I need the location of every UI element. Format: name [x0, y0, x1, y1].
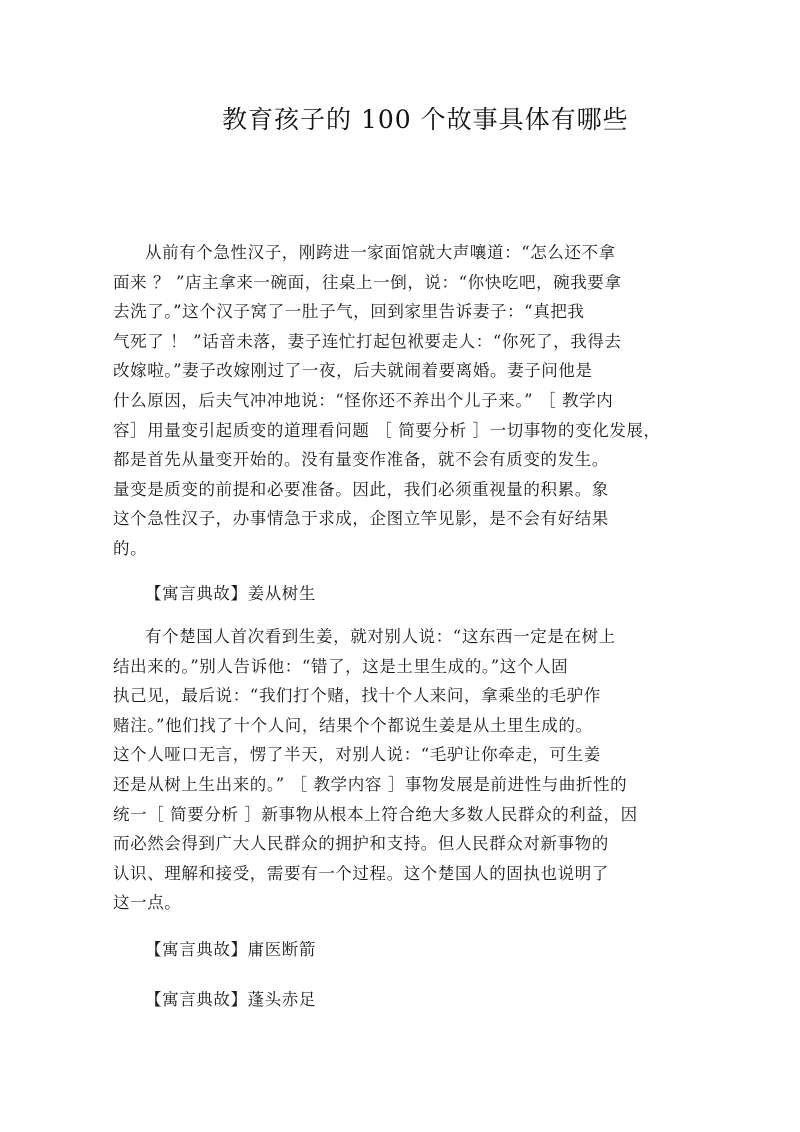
paragraph-line: 有个楚国人首次看到生姜，就对别人说：“这东西一定是在树上 [145, 627, 616, 646]
paragraph-impatient-man [113, 238, 661, 564]
paragraph-line: 这一点。 [113, 893, 182, 913]
section-heading-quack-doctor: 【寓言典故】庸医断箭 [145, 940, 316, 959]
paragraph-ginger [113, 622, 653, 918]
paragraph-line: 的。 [113, 538, 148, 558]
paragraph-line: 去洗了。”这个汉子窝了一肚子气，回到家里告诉妻子：“真把我 [113, 302, 585, 322]
section-heading-barefoot: 【寓言典故】蓬头赤足 [145, 990, 316, 1009]
paragraph-line: 执己见，最后说：“我们打个赌，找十个人来问，拿乘坐的毛驴作 [113, 686, 601, 706]
document-title: 教育孩子的 100 个故事具体有哪些 [222, 105, 629, 134]
paragraph-line: 什么原因，后夫气冲冲地说：“怪你还不养出个儿子来。” ［ 教学内 [113, 390, 614, 410]
paragraph-line: 量变是质变的前提和必要准备。因此，我们必须重视量的积累。象 [113, 479, 609, 499]
paragraph-line: 统一［ 简要分析 ］新事物从根本上符合绝大多数人民群众的利益，因 [113, 804, 638, 824]
paragraph-line: 认识、理解和接受，需要有一个过程。这个楚国人的固执也说明了 [113, 863, 609, 883]
paragraph-line: 这个人哑口无言，愣了半天，对别人说：“毛驴让你牵走，可生姜 [113, 745, 601, 765]
paragraph-line: 都是首先从量变开始的。没有量变作准备，就不会有质变的发生。 [113, 450, 609, 470]
paragraph-line: 还是从树上生出来的。” ［ 教学内容 ］事物发展是前进性与曲折性的 [113, 774, 628, 794]
section-heading-ginger: 【寓言典故】姜从树生 [145, 584, 316, 603]
paragraph-line: 气死了 ！ ”话音未落，妻子连忙打起包袱要走人：“你死了，我得去 [113, 331, 622, 351]
paragraph-line: 这个急性汉子，办事情急于求成，企图立竿见影，是不会有好结果 [113, 509, 609, 529]
paragraph-line: 面来 ？ ”店主拿来一碗面，往桌上一倒，说：“你快吃吧，碗我要拿 [113, 272, 622, 292]
paragraph-line: 而必然会得到广大人民群众的拥护和支持。但人民群众对新事物的 [113, 834, 609, 854]
paragraph-line: 赌注。”他们找了十个人问，结果个个都说生姜是从土里生成的。 [113, 715, 593, 735]
paragraph-line: 容］用量变引起质变的道理看问题 ［ 简要分析 ］一切事物的变化发展， [113, 420, 661, 440]
paragraph-line: 从前有个急性汉子，刚跨进一家面馆就大声嚷道：“怎么还不拿 [145, 243, 616, 262]
paragraph-line: 改嫁啦。”妻子改嫁刚过了一夜，后夫就闹着要离婚。妻子问他是 [113, 361, 593, 381]
paragraph-line: 结出来的。”别人告诉他：“错了，这是土里生成的。”这个人固 [113, 656, 569, 676]
